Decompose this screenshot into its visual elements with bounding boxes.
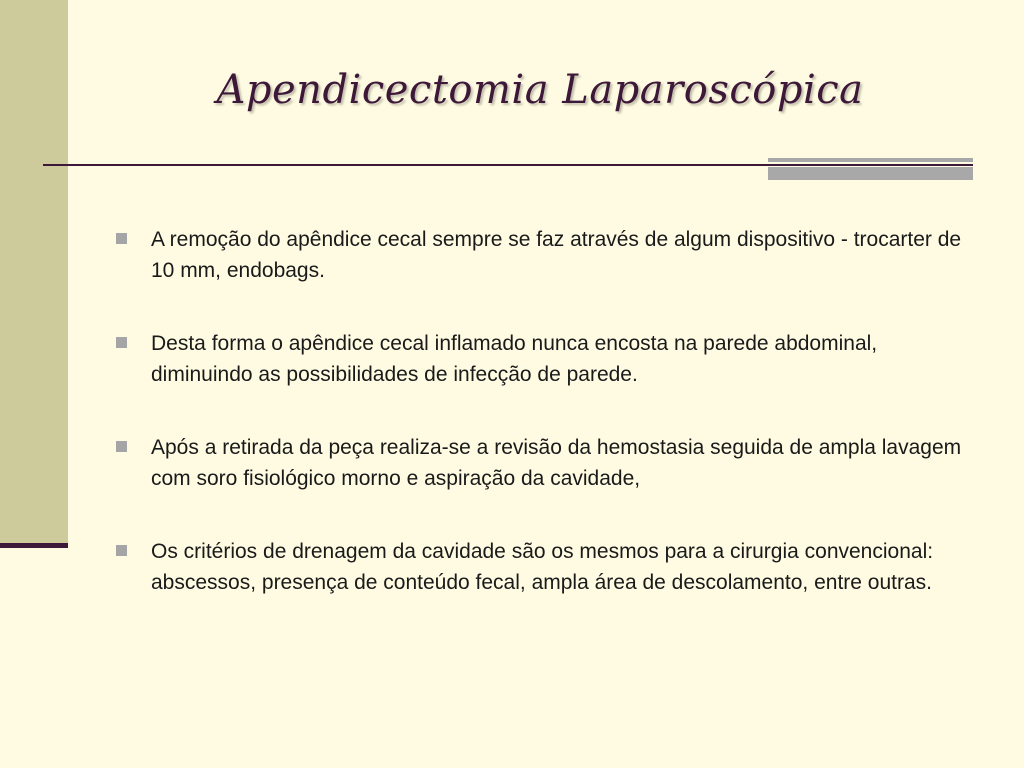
left-accent-line bbox=[0, 543, 68, 548]
square-bullet-icon bbox=[116, 337, 127, 348]
gray-bar-thick bbox=[768, 167, 973, 180]
bullet-text: A remoção do apêndice cecal sempre se faz através de algum dispositivo - trocarter de 10 mm, endobags. bbox=[151, 228, 962, 282]
bullet-text: Os critérios de drenagem da cavidade são os mesmos para a cirurgia convencional: abscessos, presença de conteúdo fecal, ampla área de descolamento, entre outras. bbox=[151, 540, 934, 594]
square-bullet-icon bbox=[116, 233, 127, 244]
bullet-item bbox=[114, 432, 974, 494]
bullet-item bbox=[114, 224, 974, 286]
bullet-text: Desta forma o apêndice cecal inflamado nunca encosta na parede abdominal, diminuindo as possibilidades de infecção de parede. bbox=[151, 332, 878, 386]
square-bullet-icon bbox=[116, 441, 127, 452]
bullet-item bbox=[114, 536, 974, 598]
gray-bar-thin bbox=[768, 158, 973, 162]
left-side-band bbox=[0, 0, 68, 544]
slide-title: Apendicectomia Laparoscópica bbox=[216, 67, 864, 113]
bullet-list bbox=[114, 224, 974, 640]
square-bullet-icon bbox=[116, 545, 127, 556]
bullet-item bbox=[114, 328, 974, 390]
decorative-gray-bars bbox=[768, 158, 973, 180]
bullet-text: Após a retirada da peça realiza-se a revisão da hemostasia seguida de ampla lavagem com soro fisiológico morno e aspiração da cavidade, bbox=[151, 436, 962, 490]
